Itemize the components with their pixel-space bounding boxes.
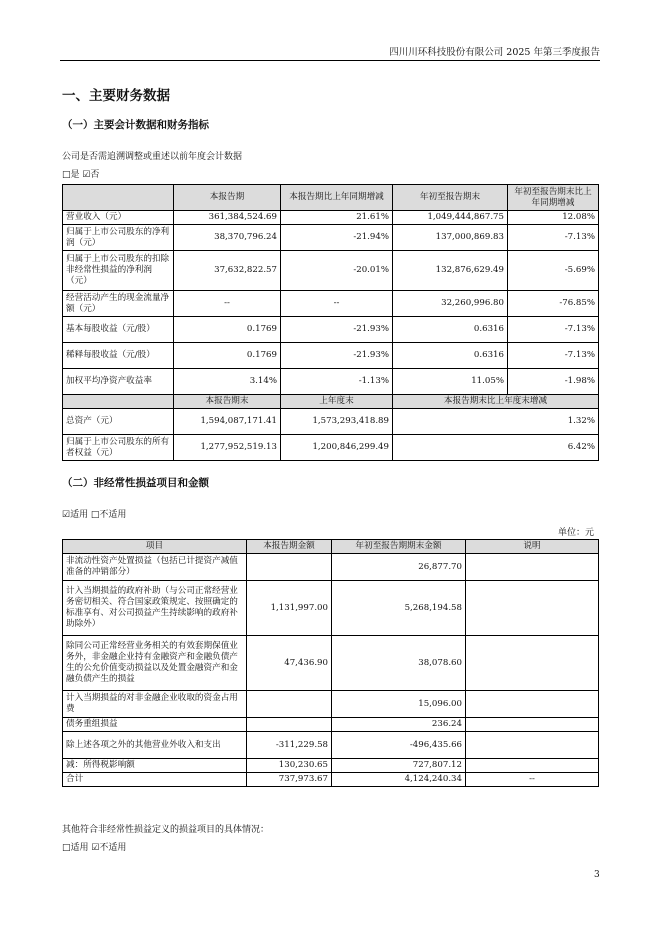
row-label: 归属于上市公司股东的净利润（元） <box>63 225 174 251</box>
page-header: 四川川环科技股份有限公司 2025 年第三季度报告 <box>389 47 600 58</box>
section-title: 一、主要财务数据 <box>62 88 170 104</box>
table1-header2-empty <box>63 395 174 409</box>
cell-value: 137,000,869.83 <box>393 225 508 251</box>
cell-value: 361,384,524.69 <box>174 211 281 225</box>
table2-header-cell: 说明 <box>466 540 599 554</box>
cell-value: 38,370,796.24 <box>174 225 281 251</box>
cell-value <box>247 718 332 732</box>
table-row <box>63 409 599 435</box>
cell-value: 1,277,952,519.13 <box>174 435 281 461</box>
table-row <box>63 291 599 317</box>
row-label: 归属于上市公司股东的扣除非经常性损益的净利润（元） <box>63 251 174 291</box>
cell-value <box>466 636 599 691</box>
row-label: 债务重组损益 <box>63 718 247 732</box>
cell-value: 26,877.70 <box>332 554 466 581</box>
row-label: 计入当期损益的对非金融企业收取的资金占用费 <box>63 691 247 718</box>
unit-label: 单位：元 <box>557 528 594 538</box>
cell-value: 132,876,629.49 <box>393 251 508 291</box>
table1-header2-cell: 上年度末 <box>281 395 393 409</box>
row-label: 减：所得税影响额 <box>63 759 247 773</box>
row-label: 非流动性资产处置损益（包括已计提资产减值准备的冲销部分） <box>63 554 247 581</box>
financial-data-table <box>62 184 599 461</box>
table-row <box>63 317 599 343</box>
table2-header-cell: 项目 <box>63 540 247 554</box>
cell-value: 1,573,293,418.89 <box>281 409 393 435</box>
cell-value: 47,436.90 <box>247 636 332 691</box>
table-row <box>63 718 599 732</box>
cell-value: 130,230.65 <box>247 759 332 773</box>
table-row <box>63 435 599 461</box>
table1-header-cell <box>63 185 174 211</box>
page-number: 3 <box>594 870 600 880</box>
cell-value: -21.93% <box>281 317 393 343</box>
cell-value <box>466 691 599 718</box>
cell-value: 1,131,997.00 <box>247 581 332 636</box>
cell-value: 12.08% <box>508 211 599 225</box>
cell-value: -20.01% <box>281 251 393 291</box>
cell-value: 727,807.12 <box>332 759 466 773</box>
non-recurring-items-table <box>62 539 599 787</box>
table-row <box>63 343 599 369</box>
cell-value: 0.1769 <box>174 317 281 343</box>
cell-value: -5.69% <box>508 251 599 291</box>
table1-header2-cell: 本报告期末比上年度末增减 <box>393 395 599 409</box>
applicable-option[interactable]: ☑适用 □不适用 <box>62 510 127 520</box>
cell-value: 0.6316 <box>393 343 508 369</box>
table-row <box>63 759 599 773</box>
cell-value <box>466 732 599 759</box>
table2-header-cell: 本报告期金额 <box>247 540 332 554</box>
cell-value: -- <box>174 291 281 317</box>
subsection-title-1: （一）主要会计数据和财务指标 <box>62 119 209 131</box>
table-row <box>63 581 599 636</box>
table-row <box>63 225 599 251</box>
table-row <box>63 691 599 718</box>
cell-value <box>466 581 599 636</box>
cell-value: 11.05% <box>393 369 508 395</box>
retro-question: 公司是否需追溯调整或重述以前年度会计数据 <box>62 152 243 162</box>
row-label: 营业收入（元） <box>63 211 174 225</box>
cell-value: -21.93% <box>281 343 393 369</box>
table1-header-cell: 本报告期 <box>174 185 281 211</box>
cell-value: 3.14% <box>174 369 281 395</box>
row-label: 稀释每股收益（元/股） <box>63 343 174 369</box>
table-row <box>63 732 599 759</box>
row-label: 除同公司正常经营业务相关的有效套期保值业务外，非金融企业持有金融资产和金融负债产生的公允价值变动损益以及处置金融资产和金融负债产生的损益 <box>63 636 247 691</box>
retro-option[interactable]: □是 ☑否 <box>62 170 100 180</box>
cell-value: 21.61% <box>281 211 393 225</box>
cell-value: 1.32% <box>393 409 599 435</box>
cell-value: 0.1769 <box>174 343 281 369</box>
table-row <box>63 251 599 291</box>
row-label: 基本每股收益（元/股） <box>63 317 174 343</box>
cell-value: 236.24 <box>332 718 466 732</box>
cell-value: 37,632,822.57 <box>174 251 281 291</box>
cell-value: -311,229.58 <box>247 732 332 759</box>
cell-value: 6.42% <box>393 435 599 461</box>
cell-value: 1,049,444,867.75 <box>393 211 508 225</box>
row-label: 计入当期损益的政府补助（与公司正常经营业务密切相关、符合国家政策规定、按照确定的标准享有、对公司损益产生持续影响的政府补助除外） <box>63 581 247 636</box>
table1-header-cell: 本报告期比上年同期增减 <box>281 185 393 211</box>
cell-value: 5,268,194.58 <box>332 581 466 636</box>
cell-value: -7.13% <box>508 343 599 369</box>
cell-value: 737,973.67 <box>247 773 332 787</box>
table1-header2-cell: 本报告期末 <box>174 395 281 409</box>
cell-value: -- <box>281 291 393 317</box>
other-items-option[interactable]: □适用 ☑不适用 <box>62 843 127 853</box>
row-label: 除上述各项之外的其他营业外收入和支出 <box>63 732 247 759</box>
table1-header-cell: 年初至报告期末 <box>393 185 508 211</box>
row-label: 加权平均净资产收益率 <box>63 369 174 395</box>
header-rule <box>60 60 600 61</box>
row-label: 合计 <box>63 773 247 787</box>
table1-header-cell: 年初至报告期末比上年同期增减 <box>508 185 599 211</box>
cell-value <box>247 691 332 718</box>
table-row <box>63 636 599 691</box>
table-row <box>63 554 599 581</box>
cell-value <box>247 554 332 581</box>
table2-header-cell: 年初至报告期期末金额 <box>332 540 466 554</box>
cell-value: -7.13% <box>508 225 599 251</box>
row-label: 经营活动产生的现金流量净额（元） <box>63 291 174 317</box>
cell-value: -21.94% <box>281 225 393 251</box>
cell-value: -7.13% <box>508 317 599 343</box>
cell-value: 32,260,996.80 <box>393 291 508 317</box>
table-row <box>63 369 599 395</box>
cell-value: -496,435.66 <box>332 732 466 759</box>
cell-value <box>466 554 599 581</box>
row-label: 归属于上市公司股东的所有者权益（元） <box>63 435 174 461</box>
cell-value: -1.98% <box>508 369 599 395</box>
cell-value: 0.6316 <box>393 317 508 343</box>
cell-value: 15,096.00 <box>332 691 466 718</box>
cell-value: -- <box>466 773 599 787</box>
other-items-text: 其他符合非经常性损益定义的损益项目的具体情况： <box>62 825 270 835</box>
cell-value: 4,124,240.34 <box>332 773 466 787</box>
subsection-title-2: （二）非经常性损益项目和金额 <box>62 477 209 489</box>
cell-value: -1.13% <box>281 369 393 395</box>
cell-value <box>466 718 599 732</box>
cell-value: -76.85% <box>508 291 599 317</box>
table-row <box>63 211 599 225</box>
cell-value: 1,200,846,299.49 <box>281 435 393 461</box>
cell-value: 1,594,087,171.41 <box>174 409 281 435</box>
row-label: 总资产（元） <box>63 409 174 435</box>
table-row <box>63 773 599 787</box>
cell-value <box>466 759 599 773</box>
cell-value: 38,078.60 <box>332 636 466 691</box>
